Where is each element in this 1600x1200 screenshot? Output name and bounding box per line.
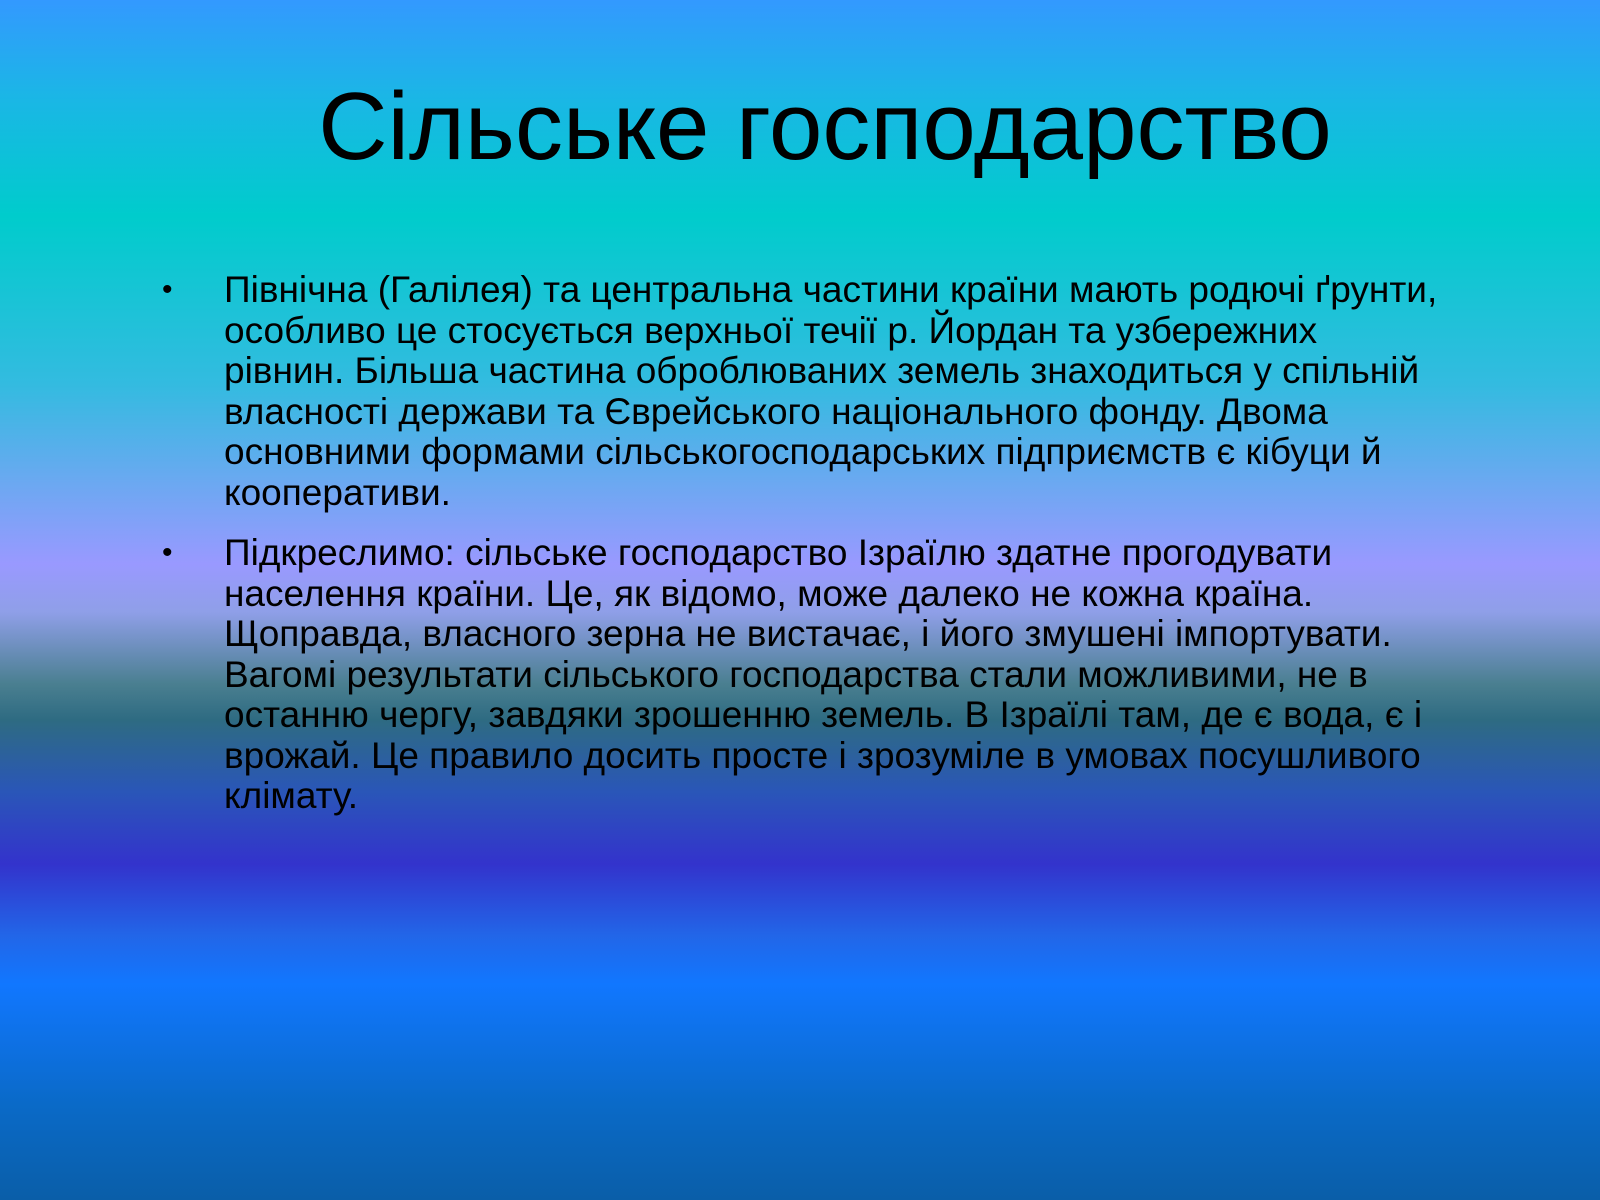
bullet-marker: • (162, 536, 173, 569)
bullet-item (162, 533, 1442, 817)
bullet-list (162, 270, 1442, 837)
slide-title: Сільське господарство (318, 73, 1332, 180)
bullet-text: Північна (Галілея) та центральна частини країни мають родючі ґрунти, особливо це стосується верхньої течії р. Йордан та узбережних рівнин. Більша частина оброблюваних земель знаходиться у спільній власності держави та Єврейського національного фонду. Двома основними формами сільськогосподарських підприємств є кібуци й кооперативи. (224, 269, 1438, 513)
bullet-item (162, 270, 1442, 513)
bullet-marker: • (162, 273, 173, 306)
bullet-text: Підкреслимо: сільське господарство Ізраїлю здатне прогодувати населення країни. Це, як відомо, може далеко не кожна країна. Щоправда, власного зерна не вистачає, і його змушені імпортувати. Вагомі результати сільського господарства стали можливими, не в останню чергу, завдяки зрошенню земель. В Ізраїлі там, де є вода, є і врожай. Це правило досить просте і зрозуміле в умовах посушливого клімату. (224, 532, 1423, 816)
